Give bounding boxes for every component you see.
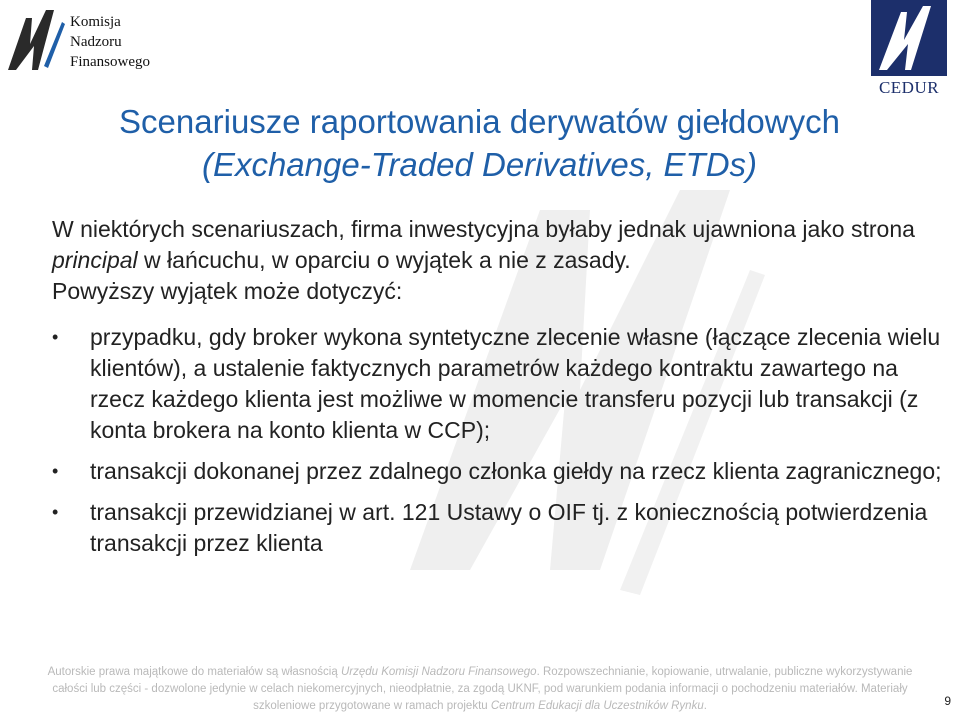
intro-text-after: w łańcuchu, w oparciu o wyjątek a nie z zasady. bbox=[137, 247, 631, 273]
knf-logo bbox=[4, 4, 174, 84]
bullet-list bbox=[52, 322, 942, 569]
list-item-text: przypadku, gdy broker wykona syntetyczne zlecenie własne (łączące zlecenia wielu klientów), a ustalenie faktycznych parametrów każdego kontraktu zawartego na rzecz każdego klienta jest możliwe w momencie transferu pozycji lub transakcji (z konta brokera na konto klienta w CCP); bbox=[90, 324, 941, 443]
intro-line-1 bbox=[52, 214, 942, 276]
list-item bbox=[52, 322, 942, 446]
cedur-logo-icon bbox=[871, 0, 947, 76]
intro-text-before: W niektórych scenariuszach, firma inwestycyjna byłaby jednak ujawniona jako strona bbox=[52, 216, 915, 242]
list-item-text: transakcji przewidzianej w art. 121 Ustawy o OIF tj. z koniecznością potwierdzenia transakcji przez klienta bbox=[90, 499, 928, 556]
list-item-text: transakcji dokonanej przez zdalnego członka giełdy na rzecz klienta zagranicznego; bbox=[90, 458, 942, 484]
knf-name-line: Finansowego bbox=[70, 54, 150, 70]
footer-text: . Rozpowszechnianie, kopiowanie, utrwalanie, publiczne wykorzystywanie całości lub części - dozwolone jedynie w celach niekomercyjnych, nieodpłatnie, za zgodą UKNF, pod warunkiem podania informacji o pochodzeniu materiałów. Materiały szkoleniowe przygotowane w ramach projektu bbox=[52, 666, 913, 712]
knf-name-line: Nadzoru bbox=[70, 34, 122, 50]
title-line-2: (Exchange-Traded Derivatives, ETDs) bbox=[201, 146, 758, 183]
intro-line-2: Powyższy wyjątek może dotyczyć: bbox=[52, 278, 403, 304]
intro-italic-word: principal bbox=[52, 247, 138, 273]
bullet-icon: • bbox=[52, 327, 59, 347]
copyright-footer bbox=[40, 664, 920, 715]
bullet-icon: • bbox=[52, 461, 59, 481]
footer-italic: Urzędu Komisji Nadzoru Finansowego bbox=[340, 666, 537, 678]
intro-paragraph bbox=[52, 214, 942, 307]
knf-emblem-icon bbox=[4, 4, 66, 76]
list-item bbox=[52, 456, 942, 487]
cedur-logo bbox=[867, 0, 951, 100]
knf-name bbox=[70, 12, 150, 72]
slide-title bbox=[0, 100, 959, 186]
page-number: 9 bbox=[944, 694, 951, 708]
list-item bbox=[52, 497, 942, 559]
bullet-icon: • bbox=[52, 502, 59, 522]
footer-italic: Centrum Edukacji dla Uczestników Rynku bbox=[490, 700, 704, 712]
footer-text: . bbox=[703, 700, 707, 712]
footer-text: Autorskie prawa majątkowe do materiałów są własnością bbox=[47, 666, 341, 678]
knf-name-line: Komisja bbox=[70, 14, 121, 30]
cedur-text: CEDUR bbox=[878, 78, 940, 97]
title-line-1: Scenariusze raportowania derywatów giełdowych bbox=[119, 103, 840, 140]
